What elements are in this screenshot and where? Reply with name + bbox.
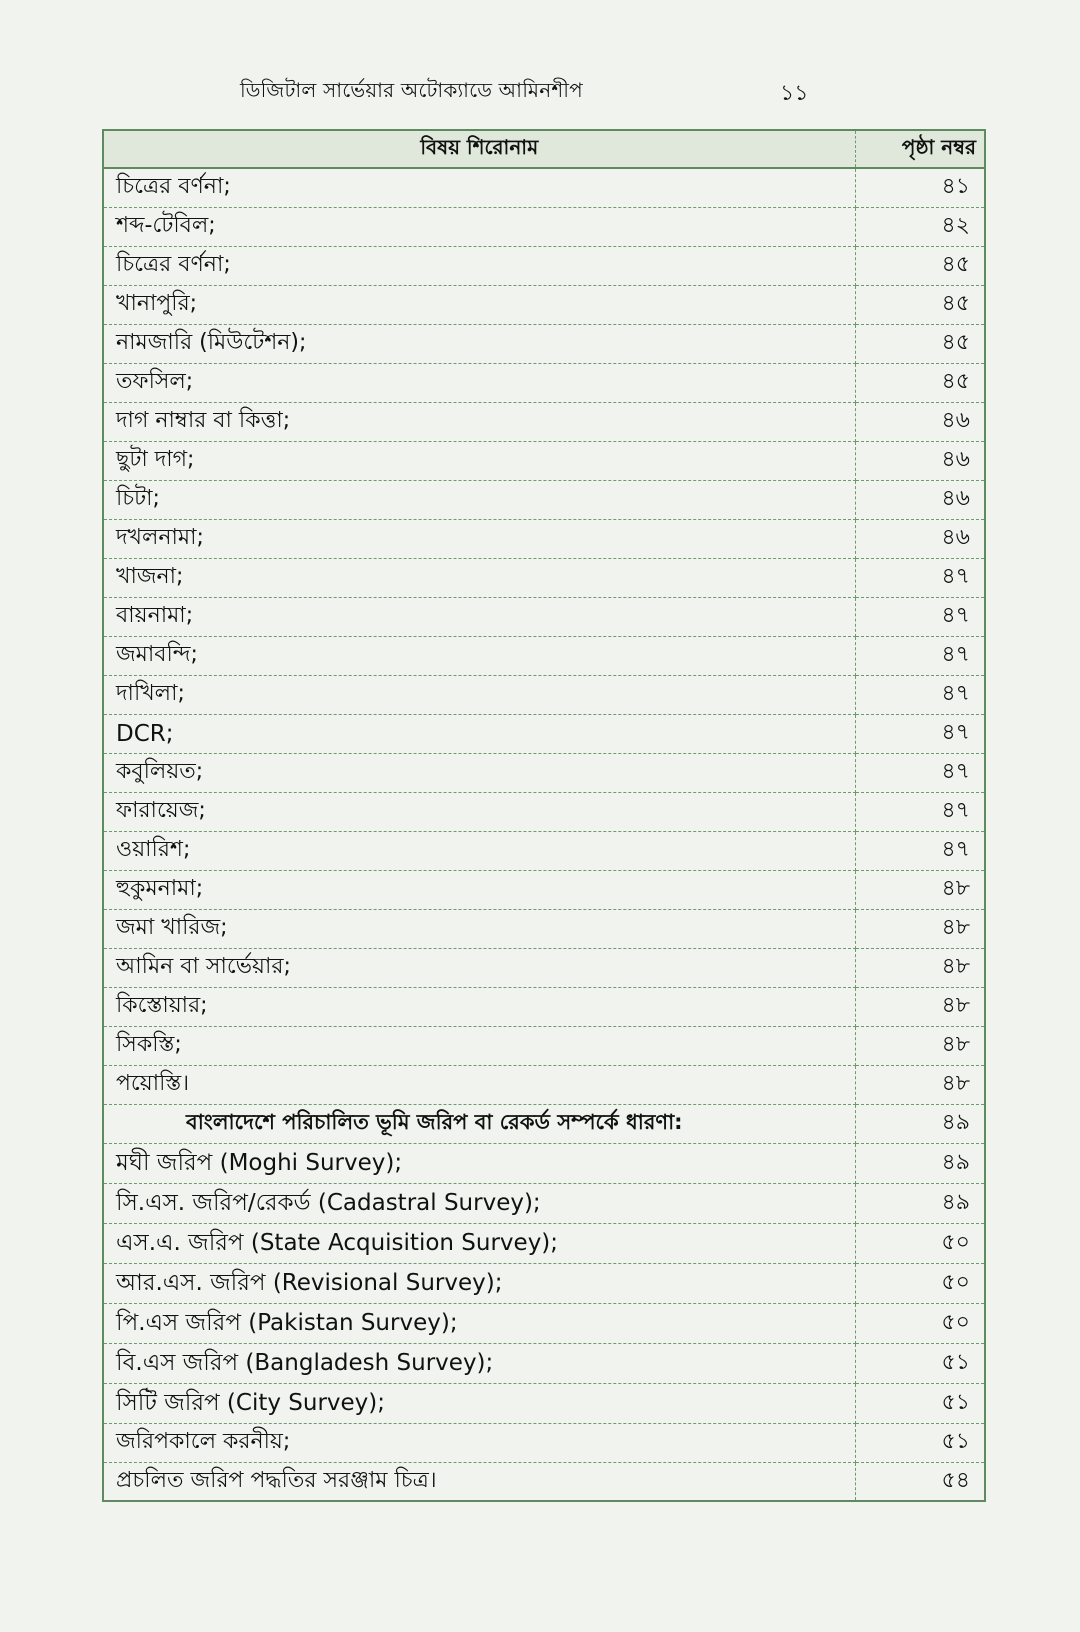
entry-page-number: ৪৫ — [855, 363, 985, 402]
table-row — [103, 207, 985, 246]
entry-page-number: ৪৭ — [855, 597, 985, 636]
entry-page-number: ৪৯ — [855, 1143, 985, 1183]
entry-title: বি.এস জরিপ (Bangladesh Survey); — [103, 1343, 855, 1383]
entry-page-number: ৪৭ — [855, 558, 985, 597]
entry-title: কিস্তোয়ার; — [103, 987, 855, 1026]
table-row — [103, 558, 985, 597]
entry-title: মঘী জরিপ (Moghi Survey); — [103, 1143, 855, 1183]
table-row — [103, 363, 985, 402]
entry-page-number: ৪৬ — [855, 519, 985, 558]
entry-title: আমিন বা সার্ভেয়ার; — [103, 948, 855, 987]
entry-title: চিত্রের বর্ণনা; — [103, 168, 855, 207]
page-number: ১১ — [780, 81, 809, 106]
table-row — [103, 1343, 985, 1383]
table-row — [103, 402, 985, 441]
entry-title: সি.এস. জরিপ/রেকর্ড (Cadastral Survey); — [103, 1183, 855, 1223]
entry-page-number: ৪২ — [855, 207, 985, 246]
entry-page-number: ৪৬ — [855, 402, 985, 441]
table-row — [103, 480, 985, 519]
table-row — [103, 1462, 985, 1501]
entry-page-number: ৪৮ — [855, 870, 985, 909]
running-header — [0, 72, 1080, 112]
entry-page-number: ৪৭ — [855, 792, 985, 831]
entry-title: চিটা; — [103, 480, 855, 519]
table-row — [103, 1183, 985, 1223]
table-row — [103, 1423, 985, 1462]
entry-page-number: ৪৬ — [855, 480, 985, 519]
entry-page-number: ৫০ — [855, 1223, 985, 1263]
entry-page-number: ৪৯ — [855, 1183, 985, 1223]
entry-page-number: ৪৭ — [855, 636, 985, 675]
entry-title: খাজনা; — [103, 558, 855, 597]
entry-title: সিকস্তি; — [103, 1026, 855, 1065]
entry-page-number: ৫০ — [855, 1263, 985, 1303]
entry-title: চিত্রের বর্ণনা; — [103, 246, 855, 285]
entry-page-number: ৪৮ — [855, 948, 985, 987]
entry-title: দাখিলা; — [103, 675, 855, 714]
entry-title: প্রচলিত জরিপ পদ্ধতির সরঞ্জাম চিত্র। — [103, 1462, 855, 1501]
entry-page-number: ৪৯ — [855, 1104, 985, 1143]
table-row — [103, 1026, 985, 1065]
entry-title: ওয়ারিশ; — [103, 831, 855, 870]
entry-title: দখলনামা; — [103, 519, 855, 558]
contents-table-body — [103, 168, 985, 1501]
table-row — [103, 948, 985, 987]
entry-page-number: ৪৮ — [855, 1065, 985, 1104]
table-row — [103, 324, 985, 363]
entry-page-number: ৪৭ — [855, 831, 985, 870]
entry-title: পয়োস্তি। — [103, 1065, 855, 1104]
entry-page-number: ৫৪ — [941, 1467, 970, 1493]
entry-title: DCR; — [103, 714, 855, 753]
entry-title: জমাবন্দি; — [103, 636, 855, 675]
entry-title: হুকুমনামা; — [103, 870, 855, 909]
entry-page-number: ৫১ — [855, 1383, 985, 1423]
table-row — [103, 792, 985, 831]
table-row — [103, 1303, 985, 1343]
entry-page-number: ৪৭ — [855, 675, 985, 714]
entry-title: সিটি জরিপ (City Survey); — [103, 1383, 855, 1423]
table-row — [103, 441, 985, 480]
column-header-page: পৃষ্ঠা নম্বর — [855, 130, 985, 168]
entry-page-number: ৪৭ — [855, 753, 985, 792]
entry-title: নামজারি (মিউটেশন); — [103, 324, 855, 363]
entry-title: ফারায়েজ; — [103, 792, 855, 831]
entry-title: তফসিল; — [103, 363, 855, 402]
table-row — [103, 714, 985, 753]
table-row — [103, 1223, 985, 1263]
entry-title: আর.এস. জরিপ (Revisional Survey); — [103, 1263, 855, 1303]
entry-title: বায়নামা; — [103, 597, 855, 636]
entry-page-number: ৪৬ — [855, 441, 985, 480]
table-row — [103, 1065, 985, 1104]
column-header-title: বিষয় শিরোনাম — [103, 130, 855, 168]
table-row — [103, 519, 985, 558]
entry-title: এস.এ. জরিপ (State Acquisition Survey); — [103, 1223, 855, 1263]
entry-page-number: ৪৫ — [855, 285, 985, 324]
entry-page-number: ৫১ — [855, 1423, 985, 1462]
table-header-row — [103, 130, 985, 168]
table-row — [103, 597, 985, 636]
entry-title: জমা খারিজ; — [103, 909, 855, 948]
table-row — [103, 831, 985, 870]
table-row — [103, 285, 985, 324]
table-row — [103, 168, 985, 207]
entry-title: জরিপকালে করনীয়; — [103, 1423, 855, 1462]
table-row — [103, 909, 985, 948]
table-row — [103, 246, 985, 285]
entry-page-number: ৫০ — [855, 1303, 985, 1343]
entry-title: শব্দ-টেবিল; — [103, 207, 855, 246]
table-row — [103, 870, 985, 909]
entry-page-number: ৪৫ — [855, 246, 985, 285]
entry-page-number: ৪১ — [855, 168, 985, 207]
entry-title: দাগ নাম্বার বা কিত্তা; — [103, 402, 855, 441]
table-row — [103, 753, 985, 792]
table-row — [103, 987, 985, 1026]
table-row — [103, 1143, 985, 1183]
entry-page-number: ৪৭ — [855, 714, 985, 753]
entry-page-number: ৫১ — [855, 1343, 985, 1383]
book-title: ডিজিটাল সার্ভেয়ার অটোক্যাডে আমিনশীপ — [240, 78, 583, 102]
entry-title: বাংলাদেশে পরিচালিত ভূমি জরিপ বা রেকর্ড সম্পর্কে ধারণা: — [103, 1104, 855, 1143]
entry-title: কবুলিয়ত; — [103, 753, 855, 792]
contents-table — [102, 129, 986, 1502]
entry-title: ছুটা দাগ; — [103, 441, 855, 480]
entry-title: পি.এস জরিপ (Pakistan Survey); — [103, 1303, 855, 1343]
table-row — [103, 675, 985, 714]
table-row — [103, 1383, 985, 1423]
entry-page-number: ৪৮ — [855, 987, 985, 1026]
table-row — [103, 636, 985, 675]
section-heading-row — [103, 1104, 985, 1143]
entry-title: খানাপুরি; — [103, 285, 855, 324]
entry-page-number: ৪৮ — [855, 1026, 985, 1065]
entry-page-number: ৪৮ — [855, 909, 985, 948]
entry-page-number: ৪৫ — [855, 324, 985, 363]
table-row — [103, 1263, 985, 1303]
